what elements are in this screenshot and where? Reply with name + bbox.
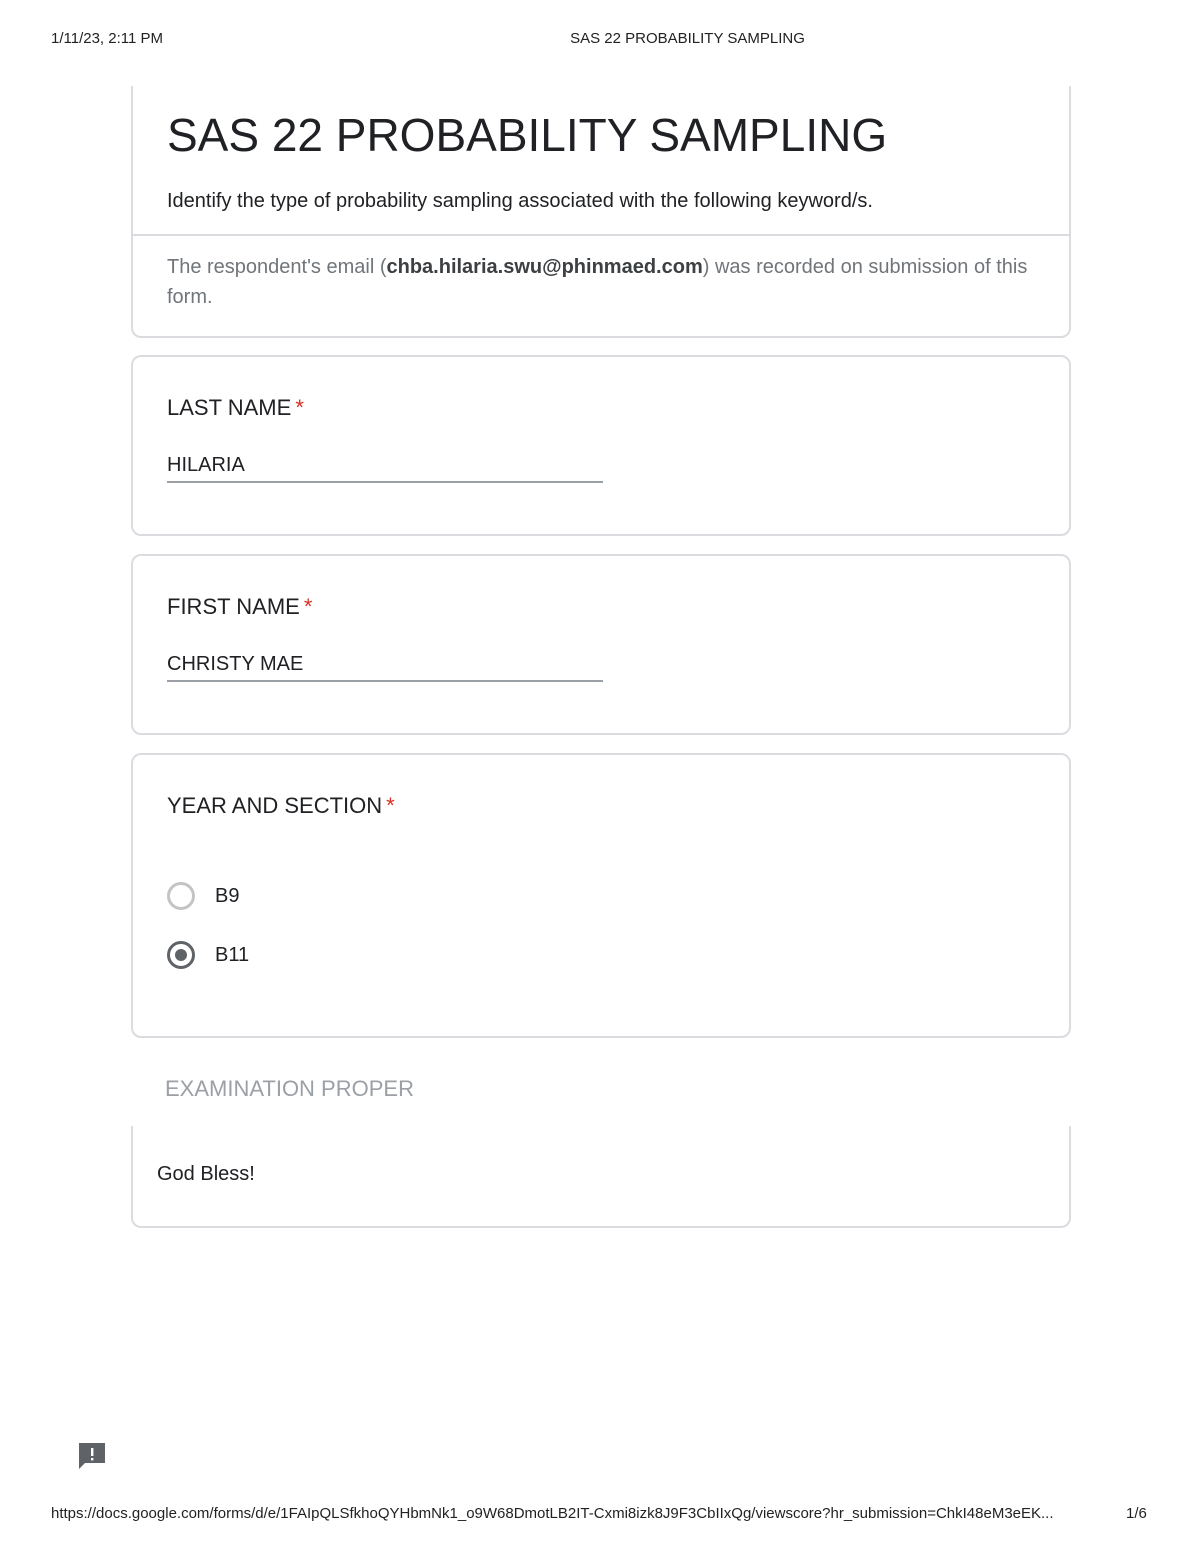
question-card-last-name — [131, 355, 1071, 536]
radio-label: B11 — [215, 943, 250, 966]
print-datetime: 1/11/23, 2:11 PM — [51, 30, 164, 47]
radio-unchecked-icon[interactable] — [167, 882, 195, 910]
section-title: EXAMINATION PROPER — [165, 1076, 414, 1101]
last-name-answer[interactable]: HILARIA — [167, 453, 603, 483]
question-label — [167, 793, 395, 819]
question-label — [167, 594, 312, 620]
required-asterisk: * — [303, 594, 313, 619]
respondent-email: chba.hilaria.swu@phinmaed.com — [386, 256, 703, 278]
header-divider — [133, 234, 1069, 236]
question-label-text: LAST NAME — [167, 395, 292, 420]
question-label — [167, 395, 304, 421]
form-header-card — [131, 86, 1071, 338]
email-recorded-note — [167, 252, 1037, 312]
question-card-first-name — [131, 554, 1071, 735]
question-label-text: YEAR AND SECTION — [167, 793, 383, 818]
section-description-card — [131, 1126, 1071, 1228]
print-footer — [0, 1505, 1200, 1525]
radio-option-b9[interactable] — [167, 879, 239, 913]
first-name-answer[interactable]: CHRISTY MAE — [167, 652, 603, 682]
radio-label: B9 — [215, 884, 240, 907]
required-asterisk: * — [295, 395, 304, 420]
question-card-year-section — [131, 753, 1071, 1038]
feedback-icon[interactable] — [76, 1440, 108, 1472]
required-asterisk: * — [386, 793, 395, 818]
section-text: God Bless! — [157, 1163, 255, 1185]
question-label-text: FIRST NAME — [167, 594, 300, 619]
form-title: SAS 22 PROBABILITY SAMPLING — [167, 109, 888, 161]
radio-checked-icon[interactable] — [167, 941, 195, 969]
email-note-suffix: ) was recorded on submission of this form. — [167, 256, 1028, 308]
email-note-prefix: The respondent's email ( — [167, 256, 387, 278]
form-description: Identify the type of probability sampling associated with the following keyword/s. — [167, 190, 873, 212]
page-number: 1/6 — [1126, 1505, 1147, 1522]
page-url: https://docs.google.com/forms/d/e/1FAIpQLSfkhoQYHbmNk1_o9W68DmotLB2IT-Cxmi8izk8J9F3CbIIxQg/viewscore?hr_submission=ChkI48eM3eEK... — [51, 1505, 1054, 1522]
print-header — [0, 30, 1200, 50]
radio-option-b11[interactable] — [167, 938, 249, 972]
print-title: SAS 22 PROBABILITY SAMPLING — [570, 30, 805, 47]
